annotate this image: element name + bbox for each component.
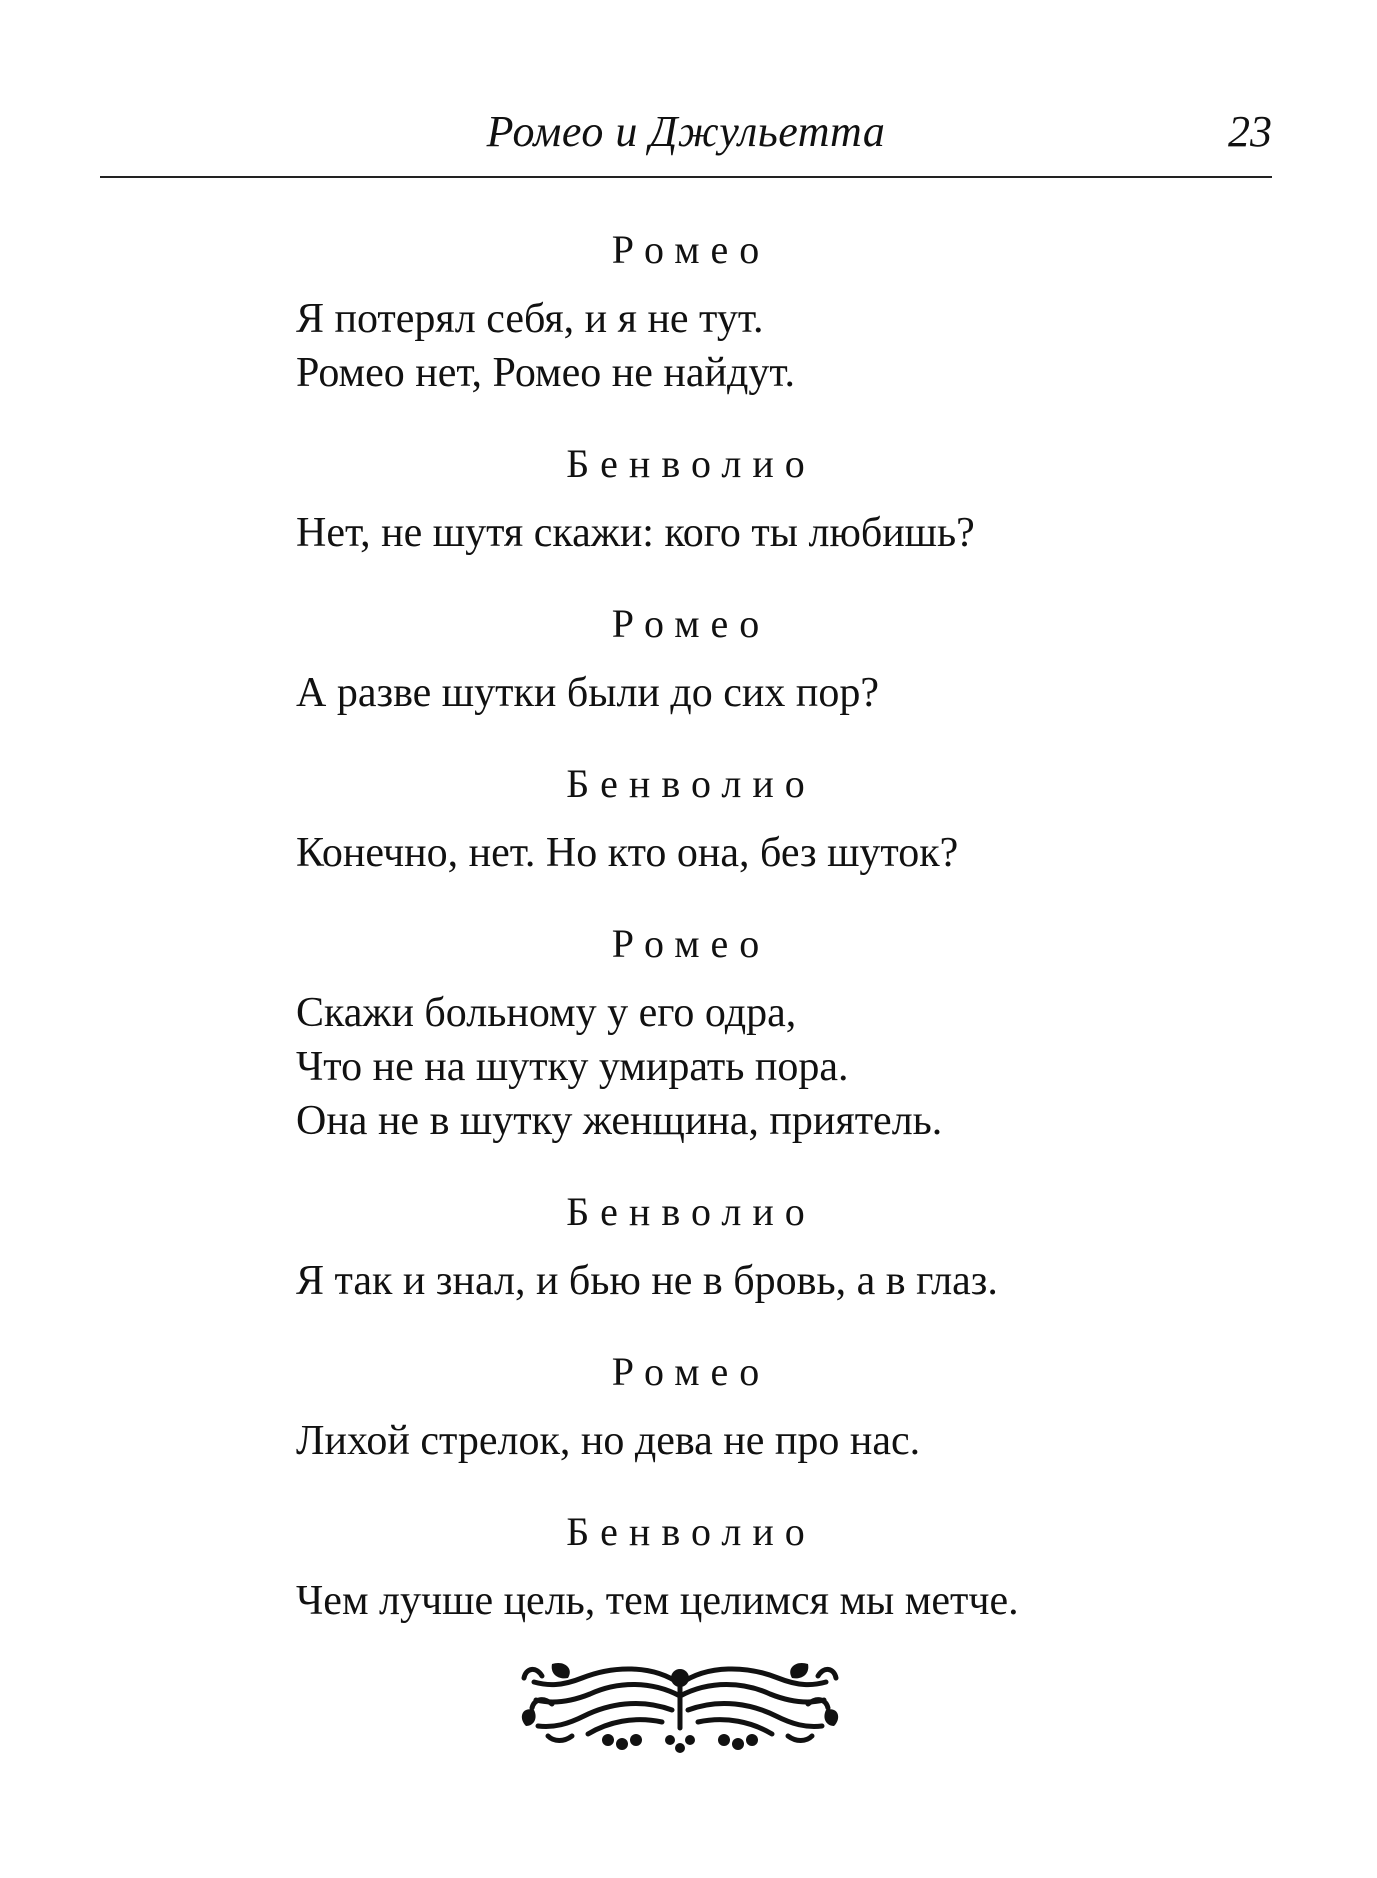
verse-line: А разве шутки были до сих пор?: [296, 670, 879, 716]
verse-line: Лихой стрелок, но дева не про нас.: [296, 1418, 921, 1464]
floral-vignette-icon: [512, 1656, 848, 1756]
verse-line: Что не на шутку умирать пора.: [296, 1044, 849, 1090]
speaker-name: Бенволио: [566, 1189, 816, 1234]
speaker-name: Ромео: [611, 601, 771, 646]
speaker-name: Бенволио: [566, 441, 816, 486]
page-number: 23: [1228, 107, 1272, 156]
verse-line: Она не в шутку женщина, приятель.: [296, 1098, 943, 1144]
speech: [296, 222, 1156, 400]
verse-line: Чем лучше цель, тем целимся мы метче.: [296, 1578, 1019, 1624]
running-title: Ромео и Джульетта: [486, 107, 886, 156]
speech: [296, 1344, 1156, 1468]
speech: [296, 756, 1156, 880]
speech: [296, 1184, 1156, 1308]
speaker-name: Ромео: [611, 1349, 771, 1394]
running-head: [100, 104, 1272, 164]
verse-line: Я потерял себя, и я не тут.: [296, 296, 764, 342]
verse-line: Ромео нет, Ромео не найдут.: [296, 350, 796, 396]
speaker-name: Бенволио: [566, 1509, 816, 1554]
speech: [296, 1504, 1156, 1628]
verse-line: Я так и знал, и бью не в бровь, а в глаз.: [296, 1258, 998, 1304]
speaker-name: Бенволио: [566, 761, 816, 806]
speech: [296, 436, 1156, 560]
header-rule: [100, 176, 1272, 178]
play-text: [296, 222, 1156, 1664]
verse-line: Конечно, нет. Но кто она, без шуток?: [296, 830, 959, 876]
floral-vignette-graphic: [512, 1656, 848, 1756]
speaker-name: Ромео: [611, 921, 771, 966]
speaker-name: Ромео: [611, 227, 771, 272]
verse-line: Нет, не шутя скажи: кого ты любишь?: [296, 510, 975, 556]
speech: [296, 916, 1156, 1148]
speech: [296, 596, 1156, 720]
verse-line: Скажи больному у его одра,: [296, 990, 797, 1036]
